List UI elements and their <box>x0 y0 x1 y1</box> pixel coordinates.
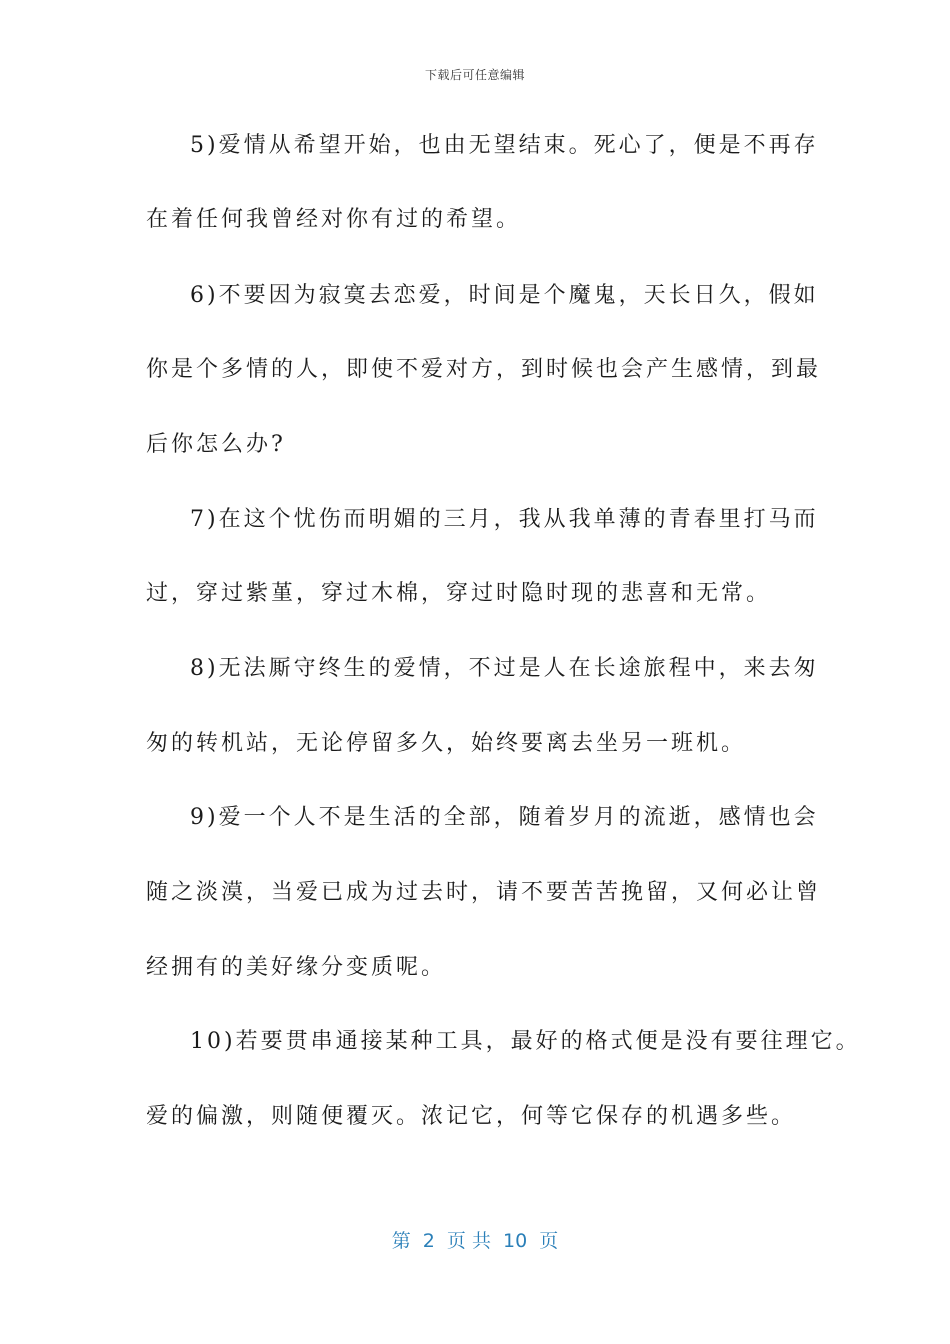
paragraph-line: 你是个多情的人，即使不爱对方，到时候也会产生感情，到最 <box>146 357 822 382</box>
paragraph-line: 7)在这个忧伤而明媚的三月，我从我单薄的青春里打马而 <box>190 507 819 532</box>
paragraph-line: 随之淡漠，当爱已成为过去时，请不要苦苦挽留，又何必让曾 <box>146 880 822 905</box>
paragraph-line: 6)不要因为寂寞去恋爱，时间是个魔鬼，天长日久，假如 <box>190 283 819 308</box>
paragraph-line: 过，穿过紫堇，穿过木棉，穿过时隐时现的悲喜和无常。 <box>146 581 772 606</box>
paragraph-line: 9)爱一个人不是生活的全部，随着岁月的流逝，感情也会 <box>190 805 819 830</box>
paragraph-line: 经拥有的美好缘分变质呢。 <box>146 955 447 980</box>
paragraph-line: 8)无法厮守终生的爱情，不过是人在长途旅程中，来去匆 <box>190 656 819 681</box>
page-header: 下载后可任意编辑 <box>424 68 525 82</box>
paragraph-line: 匆的转机站，无论停留多久，始终要离去坐另一班机。 <box>146 731 747 756</box>
page-number-footer: 第 2 页 共 10 页 <box>391 1230 559 1252</box>
paragraph-line: 后你怎么办? <box>146 432 286 457</box>
paragraph-line: 5)爱情从希望开始，也由无望结束。死心了，便是不再存 <box>190 133 819 158</box>
paragraph-line: 10)若要贯串通接某种工具，最好的格式便是没有要往理它。 <box>190 1029 861 1054</box>
paragraph-line: 在着任何我曾经对你有过的希望。 <box>146 207 522 232</box>
paragraph-line: 爱的偏激，则随便覆灭。浓记它，何等它保存的机遇多些。 <box>146 1104 797 1129</box>
